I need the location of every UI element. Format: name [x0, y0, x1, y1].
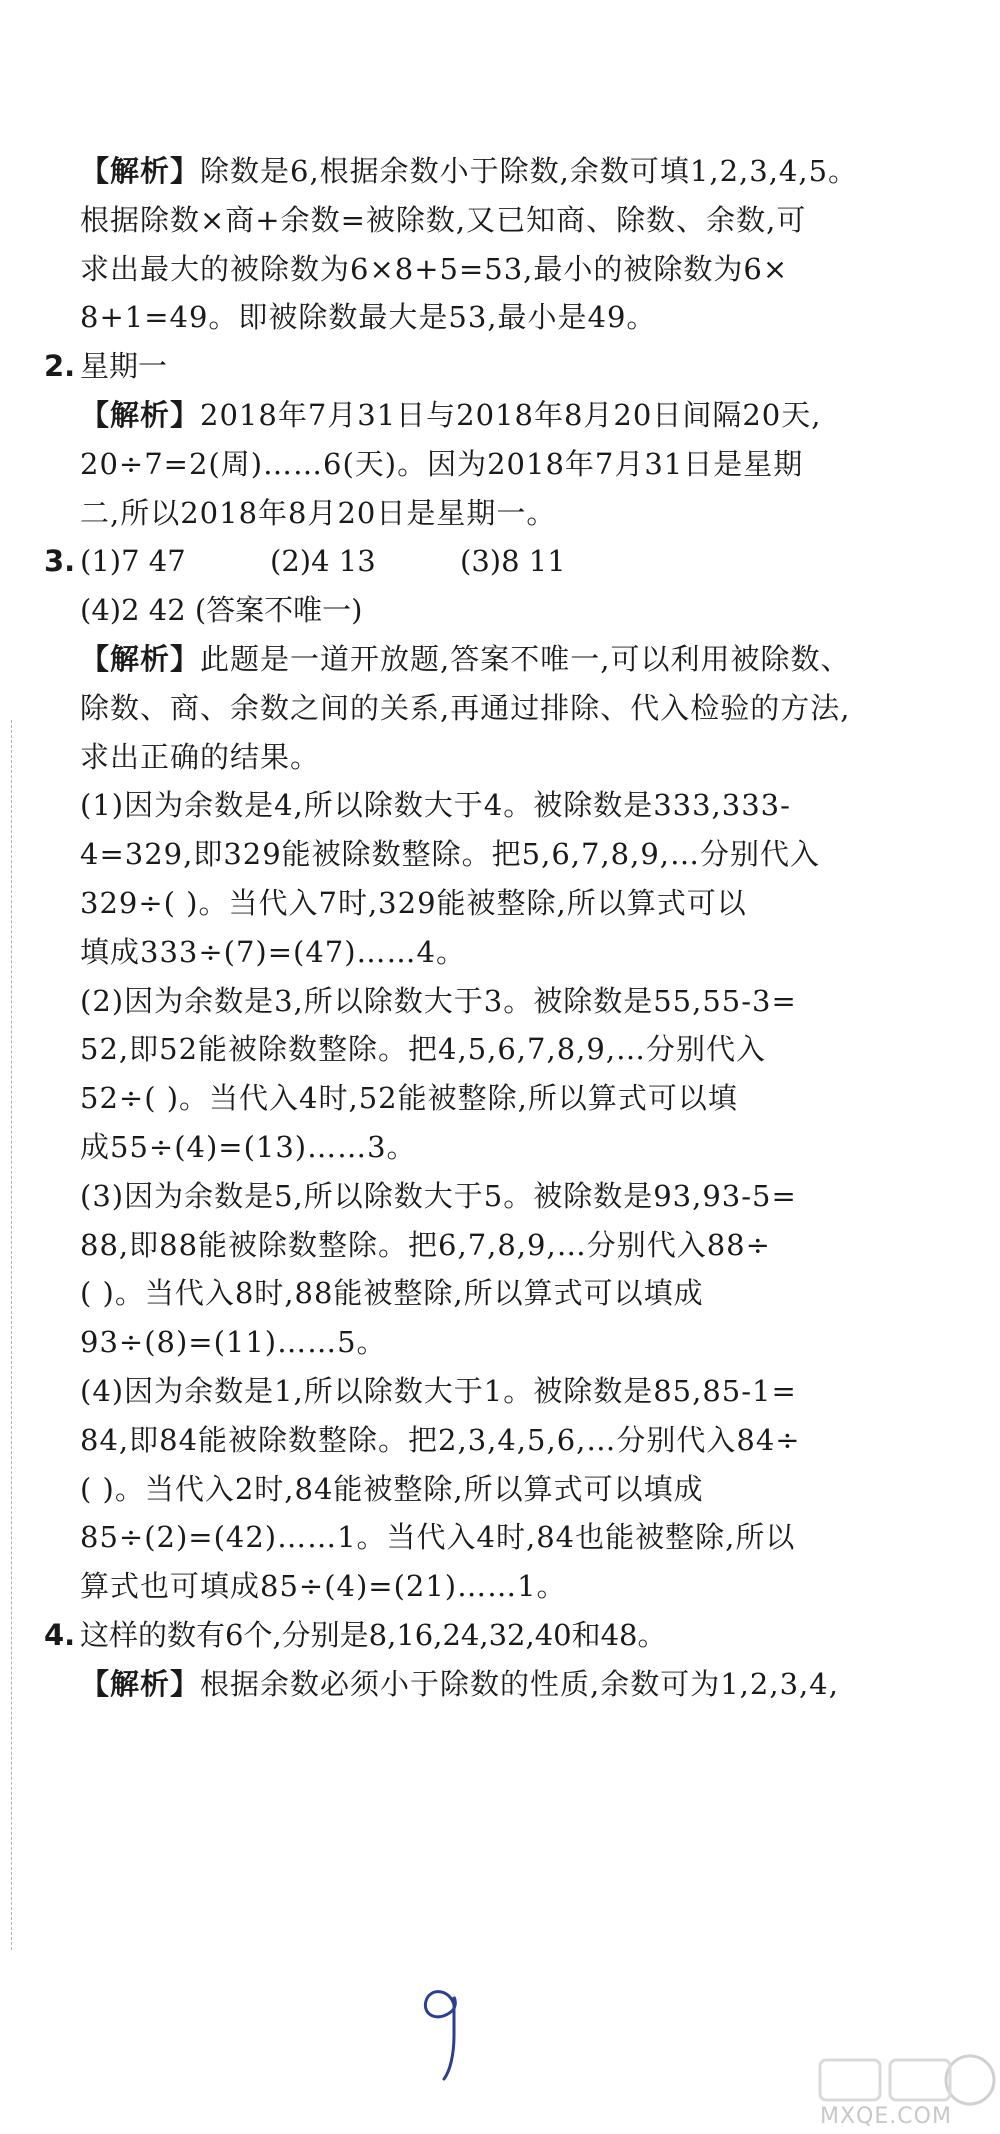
watermark-icon — [780, 2050, 1000, 2110]
text-line: 【解析】除数是6,根据余数小于除数,余数可填1,2,3,4,5。 — [80, 154, 859, 188]
binding-dashed-line — [11, 720, 13, 1950]
text-line: 8+1=49。即被除数最大是53,最小是49。 — [80, 300, 657, 335]
text-line: 【解析】2018年7月31日与2018年8月20日间隔20天, — [80, 398, 822, 432]
analysis-tag: 【解析】 — [80, 154, 201, 188]
text-line: 成55÷(4)=(13)……3。 — [80, 1130, 417, 1164]
watermark-text: MXQE.COM — [820, 2104, 952, 2129]
text-line: (3)因为余数是5,所以除数大于5。被除数是93,93-5= — [80, 1178, 797, 1213]
analysis-tag: 【解析】 — [80, 1666, 201, 1701]
text-line: 4=329,即329能被除数整除。把5,6,7,8,9,…分别代入 — [80, 837, 821, 872]
text-line: 二,所以2018年8月20日是星期一。 — [80, 495, 557, 530]
answer-text: 这样的数有6个,分别是8,16,24,32,40和48。 — [80, 1618, 667, 1652]
answer-1: (1)7 47 — [80, 544, 186, 579]
text-line: 93÷(8)=(11)……5。 — [80, 1325, 387, 1360]
text-line: (4)因为余数是1,所以除数大于1。被除数是85,85-1= — [80, 1374, 797, 1408]
question-number: 3. — [44, 544, 76, 579]
text-line: (2)因为余数是3,所以除数大于3。被除数是55,55-3= — [80, 983, 797, 1018]
text-line: 88,即88能被除数整除。把6,7,8,9,…分别代入88÷ — [80, 1227, 771, 1262]
answer-3: (3)8 11 — [460, 544, 566, 579]
text-line: 84,即84能被除数整除。把2,3,4,5,6,…分别代入84÷ — [80, 1422, 801, 1457]
text-line: 20÷7=2(周)……6(天)。因为2018年7月31日是星期 — [80, 446, 804, 481]
text-line: 【解析】此题是一道开放题,答案不唯一,可以利用被除数、 — [80, 642, 851, 676]
text-line: 85÷(2)=(42)……1。当代入4时,84也能被整除,所以 — [80, 1520, 796, 1555]
answer-4: (4)2 42 (答案不唯一) — [80, 593, 363, 628]
text-line: ( )。当代入8时,88能被整除,所以算式可以填成 — [80, 1276, 704, 1311]
text-line: 填成333÷(7)=(47)……4。 — [80, 934, 467, 969]
answer-2: (2)4 13 — [270, 544, 376, 579]
text-line: 求出正确的结果。 — [80, 739, 321, 774]
text-line: 除数、商、余数之间的关系,再通过排除、代入检验的方法, — [80, 690, 851, 725]
watermark-logo — [780, 2050, 1000, 2134]
analysis-tag: 【解析】 — [80, 642, 201, 676]
binding-margin — [6, 720, 18, 1950]
question-number: 4. — [44, 1618, 76, 1652]
handwritten-page-number-9 — [410, 1975, 470, 2085]
text-line: 算式也可填成85÷(4)=(21)……1。 — [80, 1569, 567, 1604]
text-line: 329÷( )。当代入7时,329能被整除,所以算式可以 — [80, 886, 747, 920]
text-line: 【解析】根据余数必须小于除数的性质,余数可为1,2,3,4, — [80, 1666, 839, 1701]
question-number: 2. — [44, 349, 76, 384]
text-line: 52÷( )。当代入4时,52能被整除,所以算式可以填 — [80, 1081, 738, 1116]
text-line: (1)因为余数是4,所以除数大于4。被除数是333,333- — [80, 788, 791, 823]
text-line: 52,即52能被除数整除。把4,5,6,7,8,9,…分别代入 — [80, 1032, 767, 1067]
text-line: 求出最大的被除数为6×8+5=53,最小的被除数为6× — [80, 251, 789, 286]
text-line: 根据除数×商+余数=被除数,又已知商、除数、余数,可 — [80, 202, 807, 237]
analysis-tag: 【解析】 — [80, 398, 201, 432]
answer-text: 星期一 — [80, 349, 168, 384]
text-line: ( )。当代入2时,84能被整除,所以算式可以填成 — [80, 1471, 704, 1506]
